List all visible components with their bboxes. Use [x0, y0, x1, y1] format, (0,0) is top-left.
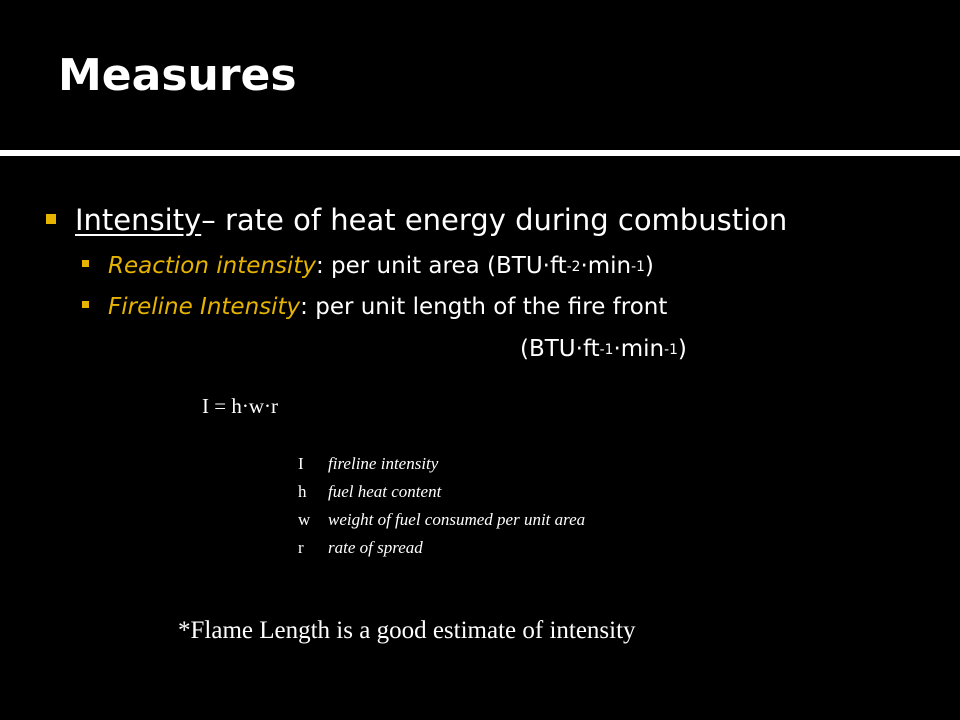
fireline-units: (BTU ·ft $^{-1}$ ·min $^{-1}$ ) [520, 336, 687, 362]
definition-symbol: h [298, 482, 307, 501]
definition-text: rate of spread [328, 538, 423, 557]
definition-symbol: I [298, 454, 304, 473]
flame-length-note: *Flame Length is a good estimate of intensity [178, 617, 636, 644]
reaction-unit-min: ·min [580, 253, 632, 279]
slide-title: Measures [58, 50, 297, 101]
definition-symbol: w [298, 510, 311, 529]
fireline-intensity-text: : per unit length of the fire front [300, 294, 668, 320]
reaction-unit-ft: ·ft [542, 253, 567, 279]
fireline-unit-min: ·min [613, 336, 665, 362]
bullet-fireline-intensity [82, 294, 667, 320]
fireline-intensity-term: Fireline Intensity [108, 294, 301, 320]
reaction-intensity-term: Reaction intensity [108, 253, 316, 279]
intensity-formula: I = h·w·r [202, 394, 278, 418]
definition-text: fuel heat content [328, 482, 442, 501]
intensity-definition: – rate of heat energy during combustion [201, 203, 788, 237]
definition-text: fireline intensity [328, 454, 439, 473]
definition-row [298, 510, 585, 538]
bullet-reaction-intensity: Reaction intensity : per unit area (BTU ·ft $^{-2}$ ·min $^{-1}$ ) [82, 253, 654, 279]
intensity-term: Intensity [75, 203, 202, 237]
definition-row [298, 454, 585, 482]
formula-definitions [298, 454, 585, 566]
fireline-unit-close: ) [677, 336, 687, 362]
definition-row [298, 482, 585, 510]
reaction-close-paren: ) [644, 253, 654, 279]
reaction-intensity-text: : per unit area (BTU [315, 253, 543, 279]
square-bullet-icon [82, 301, 89, 308]
fireline-unit-ft: ·ft [575, 336, 600, 362]
square-bullet-icon [82, 260, 89, 267]
definition-text: weight of fuel consumed per unit area [328, 510, 586, 529]
definition-row [298, 538, 585, 566]
square-bullet-icon [46, 214, 56, 224]
fireline-unit-open: (BTU [520, 336, 576, 362]
bullet-intensity [46, 203, 787, 237]
definition-symbol: r [298, 538, 304, 557]
title-divider [0, 150, 960, 156]
